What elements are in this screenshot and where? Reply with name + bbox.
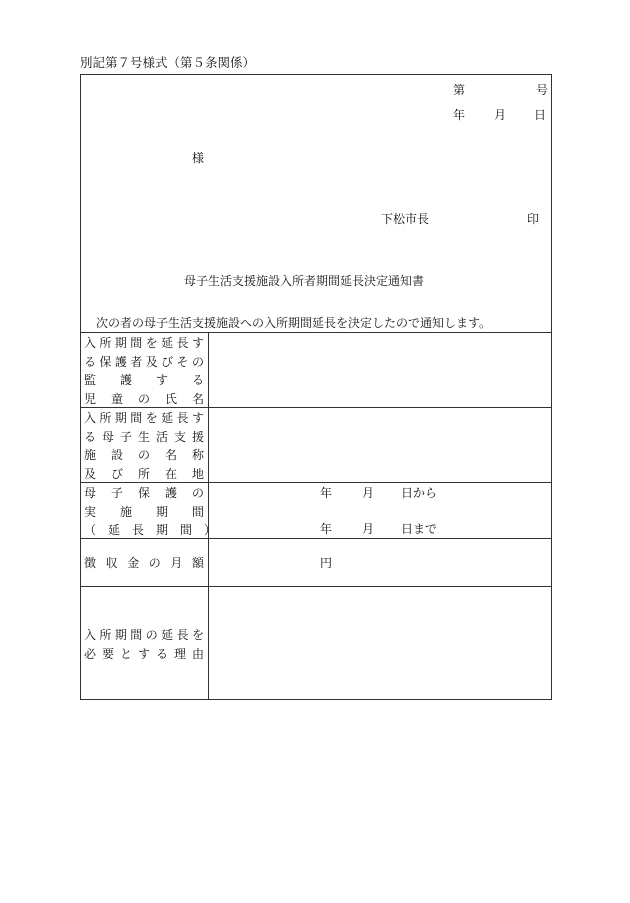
document-number-suffix: 号 <box>536 83 549 97</box>
label-guardian-children <box>84 334 204 409</box>
issuer-name: 下松市長 <box>381 212 430 226</box>
date-month: 月 <box>494 108 507 122</box>
field-reason[interactable] <box>209 587 551 699</box>
label-line: 入所期間の延長を <box>84 628 204 642</box>
fee-unit: 円 <box>320 556 333 570</box>
label-line: る母子生活支援 <box>84 429 204 444</box>
document-title: 母子生活支援施設入所者期間延長決定通知書 <box>184 274 425 288</box>
field-guardian-children[interactable] <box>209 333 551 407</box>
document-number-prefix: 第 <box>453 83 466 97</box>
field-facility[interactable] <box>209 408 551 482</box>
period-to-month: 月 <box>362 522 375 536</box>
label-line: （ 延 長 期 間 ） <box>84 523 217 538</box>
label-period <box>84 484 217 540</box>
period-to-year: 年 <box>320 522 333 536</box>
label-line: 実 施 期 間 <box>84 504 204 519</box>
seal-mark: 印 <box>527 212 540 226</box>
label-line: 母 子 保 護 の <box>84 486 204 500</box>
label-line: 児 童 の 氏 名 <box>84 392 204 407</box>
label-line: 必要とする理由 <box>84 646 204 661</box>
label-line: 入所期間を延長す <box>84 336 204 350</box>
addressee-suffix: 様 <box>192 151 205 165</box>
label-line: 徴収金の月額 <box>84 556 204 570</box>
period-from-day: 日から <box>401 486 438 500</box>
label-facility <box>84 409 204 484</box>
form-number: 別記第７号様式（第５条関係） <box>80 55 256 70</box>
date-day: 日 <box>534 108 547 122</box>
period-from-month: 月 <box>362 486 375 500</box>
period-to-day: 日まで <box>401 522 438 536</box>
label-line: 監 護 す る <box>84 373 204 388</box>
label-line: 及 び 所 在 地 <box>84 467 204 482</box>
label-line: る保護者及びその <box>84 354 204 369</box>
label-line: 入所期間を延長す <box>84 411 204 425</box>
intro-text: 次の者の母子生活支援施設への入所期間延長を決定したので通知します。 <box>96 316 492 330</box>
period-from-year: 年 <box>320 486 333 500</box>
label-fee <box>84 556 204 570</box>
label-line: 施 設 の 名 称 <box>84 448 204 463</box>
date-year: 年 <box>453 108 466 122</box>
label-reason <box>84 626 204 663</box>
